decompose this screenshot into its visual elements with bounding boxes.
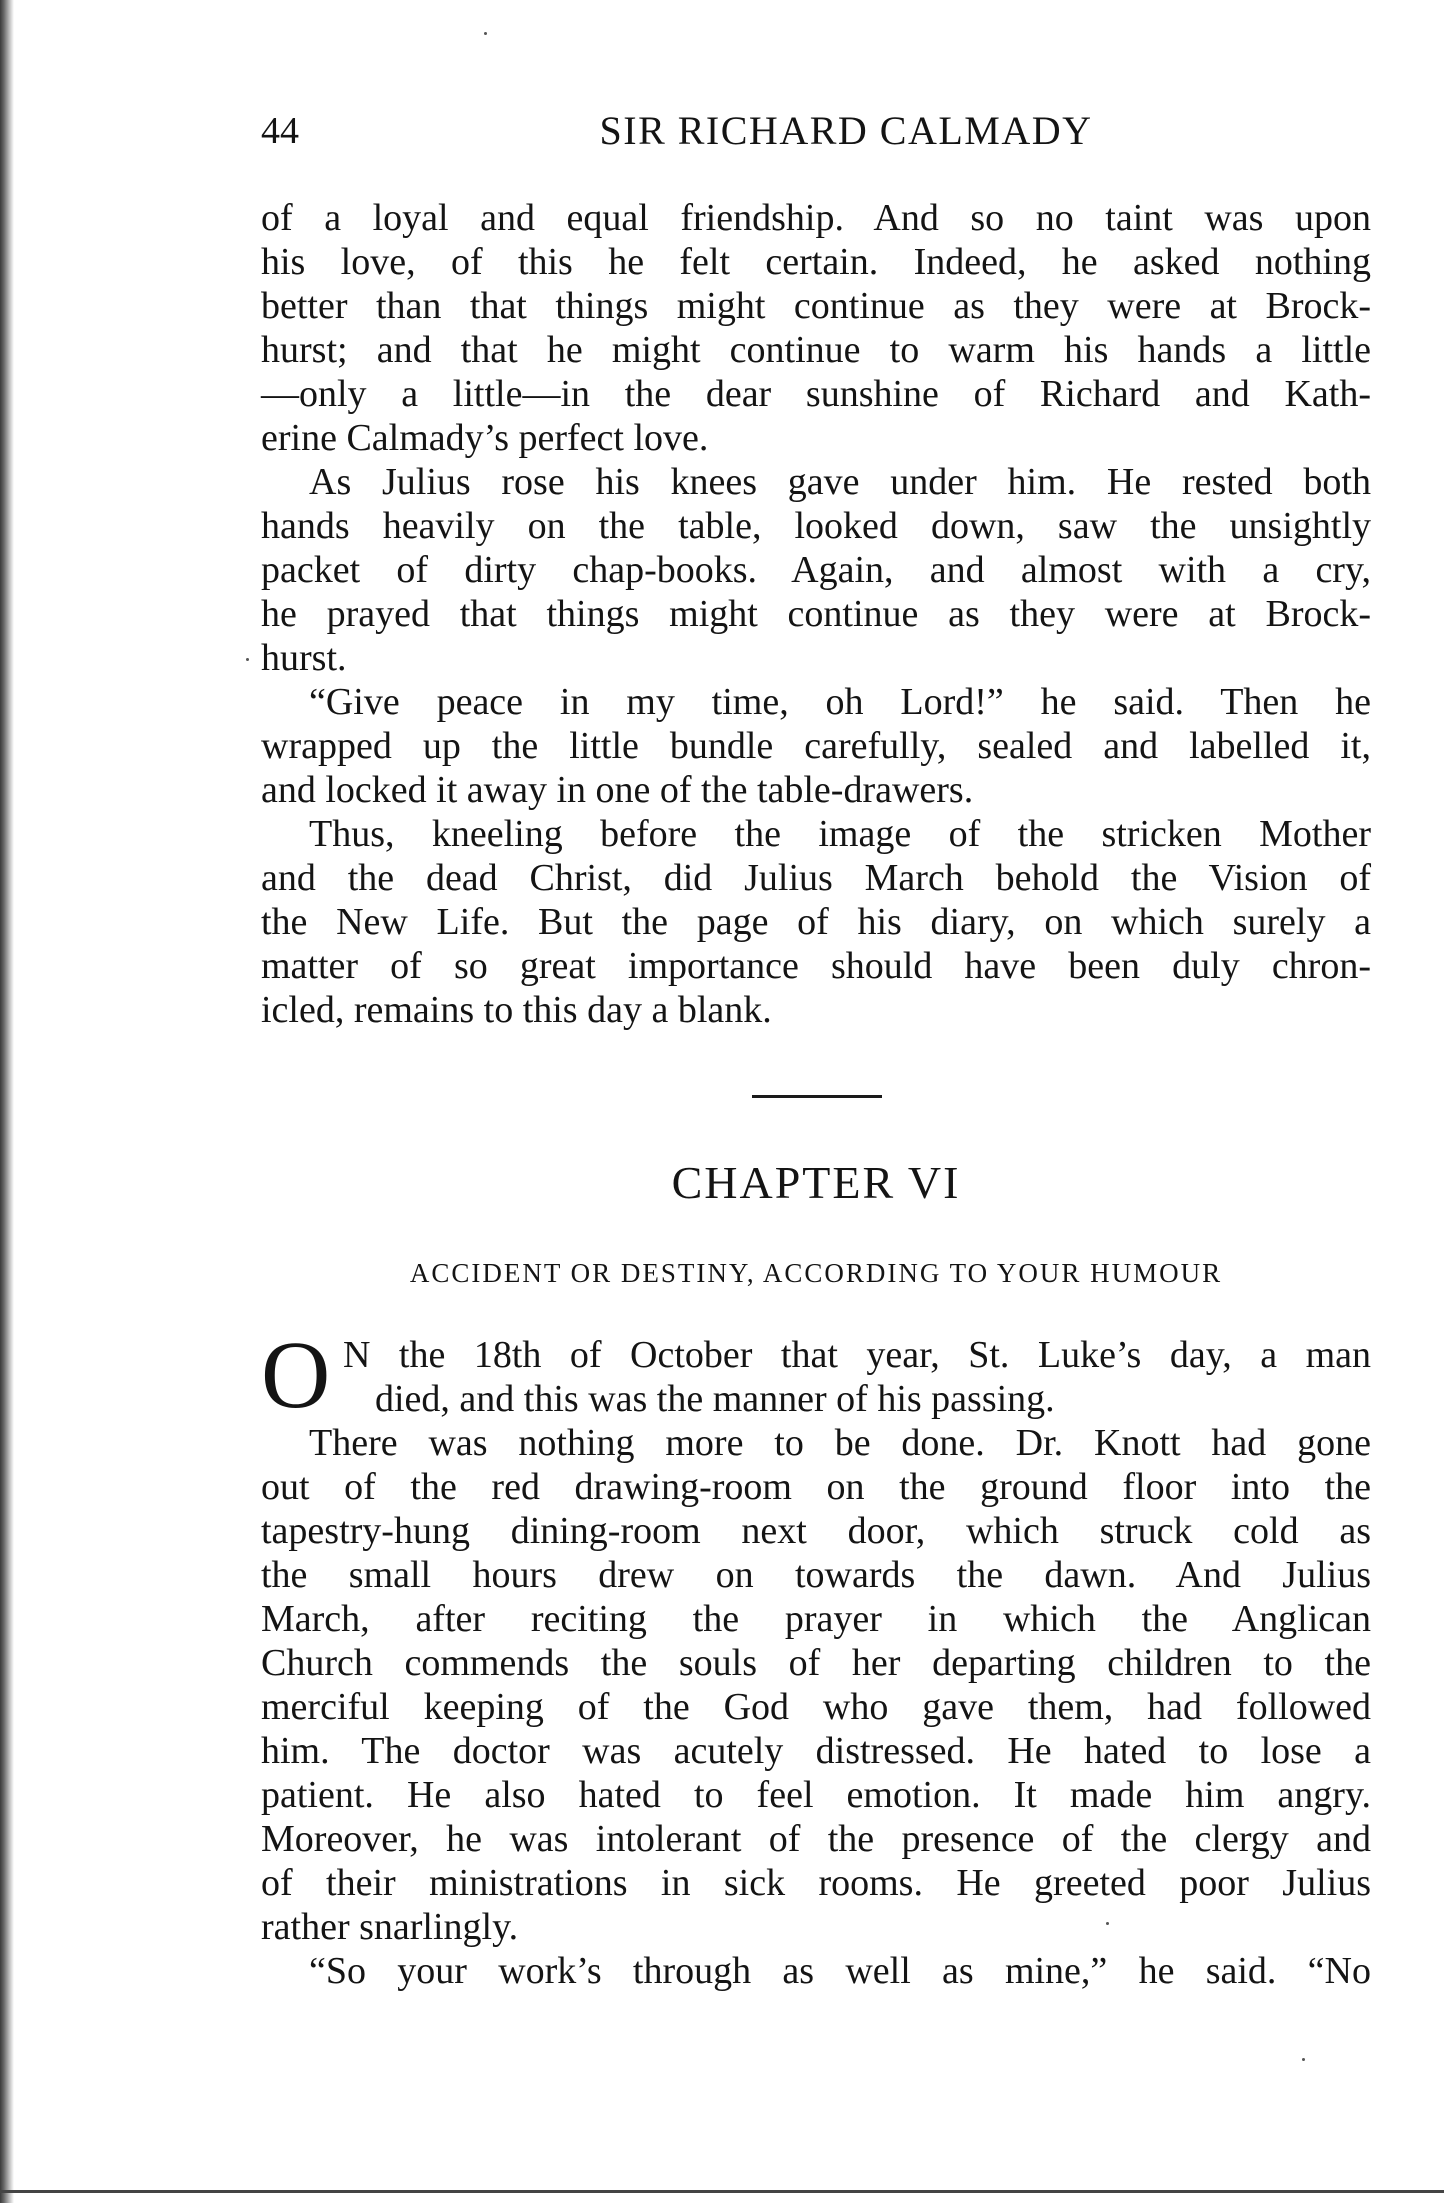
text-line: “So your work’s through as well as mine,” he said. “No [309, 1950, 1371, 1992]
scan-binding-edge [0, 0, 14, 2203]
text-line: packet of dirty chap-books. Again, and almost with a cry, [261, 549, 1371, 591]
text-line: March, after reciting the prayer in which the Anglican [261, 1598, 1371, 1640]
text-line: Church commends the souls of her departing children to the [261, 1642, 1371, 1684]
paragraph [261, 196, 1371, 460]
text-line: rather snarlingly. [261, 1906, 519, 1948]
text-line: As Julius rose his knees gave under him. He rested both [309, 461, 1371, 503]
text-line: wrapped up the little bundle carefully, sealed and labelled it, [261, 725, 1371, 767]
paragraph [261, 680, 1371, 812]
text-line: he prayed that things might continue as they were at Brock- [261, 593, 1371, 635]
text-line: tapestry-hung dining-room next door, which struck cold as [261, 1510, 1371, 1552]
chapter-title: CHAPTER VI [671, 1157, 961, 1208]
paragraph [261, 1949, 1371, 1993]
text-line: out of the red drawing-room on the ground floor into the [261, 1466, 1371, 1508]
text-line: the New Life. But the page of his diary, on which surely a [261, 901, 1371, 943]
scan-bottom-edge [0, 2190, 1444, 2193]
scan-speck [1302, 2058, 1305, 2061]
page-number: 44 [261, 110, 299, 152]
scan-speck [484, 32, 487, 35]
drop-cap-lines [343, 1333, 1371, 1421]
text-line: hurst. [261, 637, 347, 679]
body-text-bottom [261, 1421, 1371, 1993]
text-line: and the dead Christ, did Julius March behold the Vision of [261, 857, 1371, 899]
paragraph [261, 1421, 1371, 1949]
text-line: the small hours drew on towards the dawn. And Julius [261, 1554, 1371, 1596]
text-line: matter of so great importance should have been duly chron- [261, 945, 1371, 987]
body-text-top [261, 196, 1371, 1032]
text-line: of their ministrations in sick rooms. He greeted poor Julius [261, 1862, 1371, 1904]
chapter-subtitle: ACCIDENT OR DESTINY, ACCORDING TO YOUR HUMOUR [409, 1258, 1223, 1288]
page-header [261, 106, 1371, 156]
text-line: patient. He also hated to feel emotion. It made him angry. [261, 1774, 1371, 1816]
running-title: SIR RICHARD CALMADY [599, 108, 1093, 153]
text-line: Moreover, he was intolerant of the presence of the clergy and [261, 1818, 1371, 1860]
text-line: him. The doctor was acutely distressed. He hated to lose a [261, 1730, 1371, 1772]
text-line: died, and this was the manner of his passing. [375, 1378, 1055, 1420]
text-line: hurst; and that he might continue to warm his hands a little [261, 329, 1371, 371]
scan-speck [1106, 1922, 1109, 1925]
text-line: Thus, kneeling before the image of the stricken Mother [309, 813, 1371, 855]
paragraph [261, 812, 1371, 1032]
text-line: merciful keeping of the God who gave them, had followed [261, 1686, 1371, 1728]
drop-cap: O [261, 1321, 331, 1428]
text-line: and locked it away in one of the table-drawers. [261, 769, 974, 811]
text-line: —only a little—in the dear sunshine of Richard and Kath- [261, 373, 1371, 415]
scan-speck [246, 658, 249, 661]
text-line: “Give peace in my time, oh Lord!” he said. Then he [309, 681, 1371, 723]
text-line: erine Calmady’s perfect love. [261, 417, 709, 459]
text-line: N the 18th of October that year, St. Luke’s day, a man [343, 1334, 1371, 1376]
text-line: his love, of this he felt certain. Indeed, he asked nothing [261, 241, 1371, 283]
section-divider [752, 1095, 882, 1098]
text-line: There was nothing more to be done. Dr. Knott had gone [309, 1422, 1371, 1464]
text-line: hands heavily on the table, looked down, saw the unsightly [261, 505, 1371, 547]
text-line: of a loyal and equal friendship. And so no taint was upon [261, 197, 1371, 239]
paragraph [261, 460, 1371, 680]
chapter-opening [261, 1321, 1371, 1428]
text-line: icled, remains to this day a blank. [261, 989, 772, 1031]
text-line: better than that things might continue as they were at Brock- [261, 285, 1371, 327]
